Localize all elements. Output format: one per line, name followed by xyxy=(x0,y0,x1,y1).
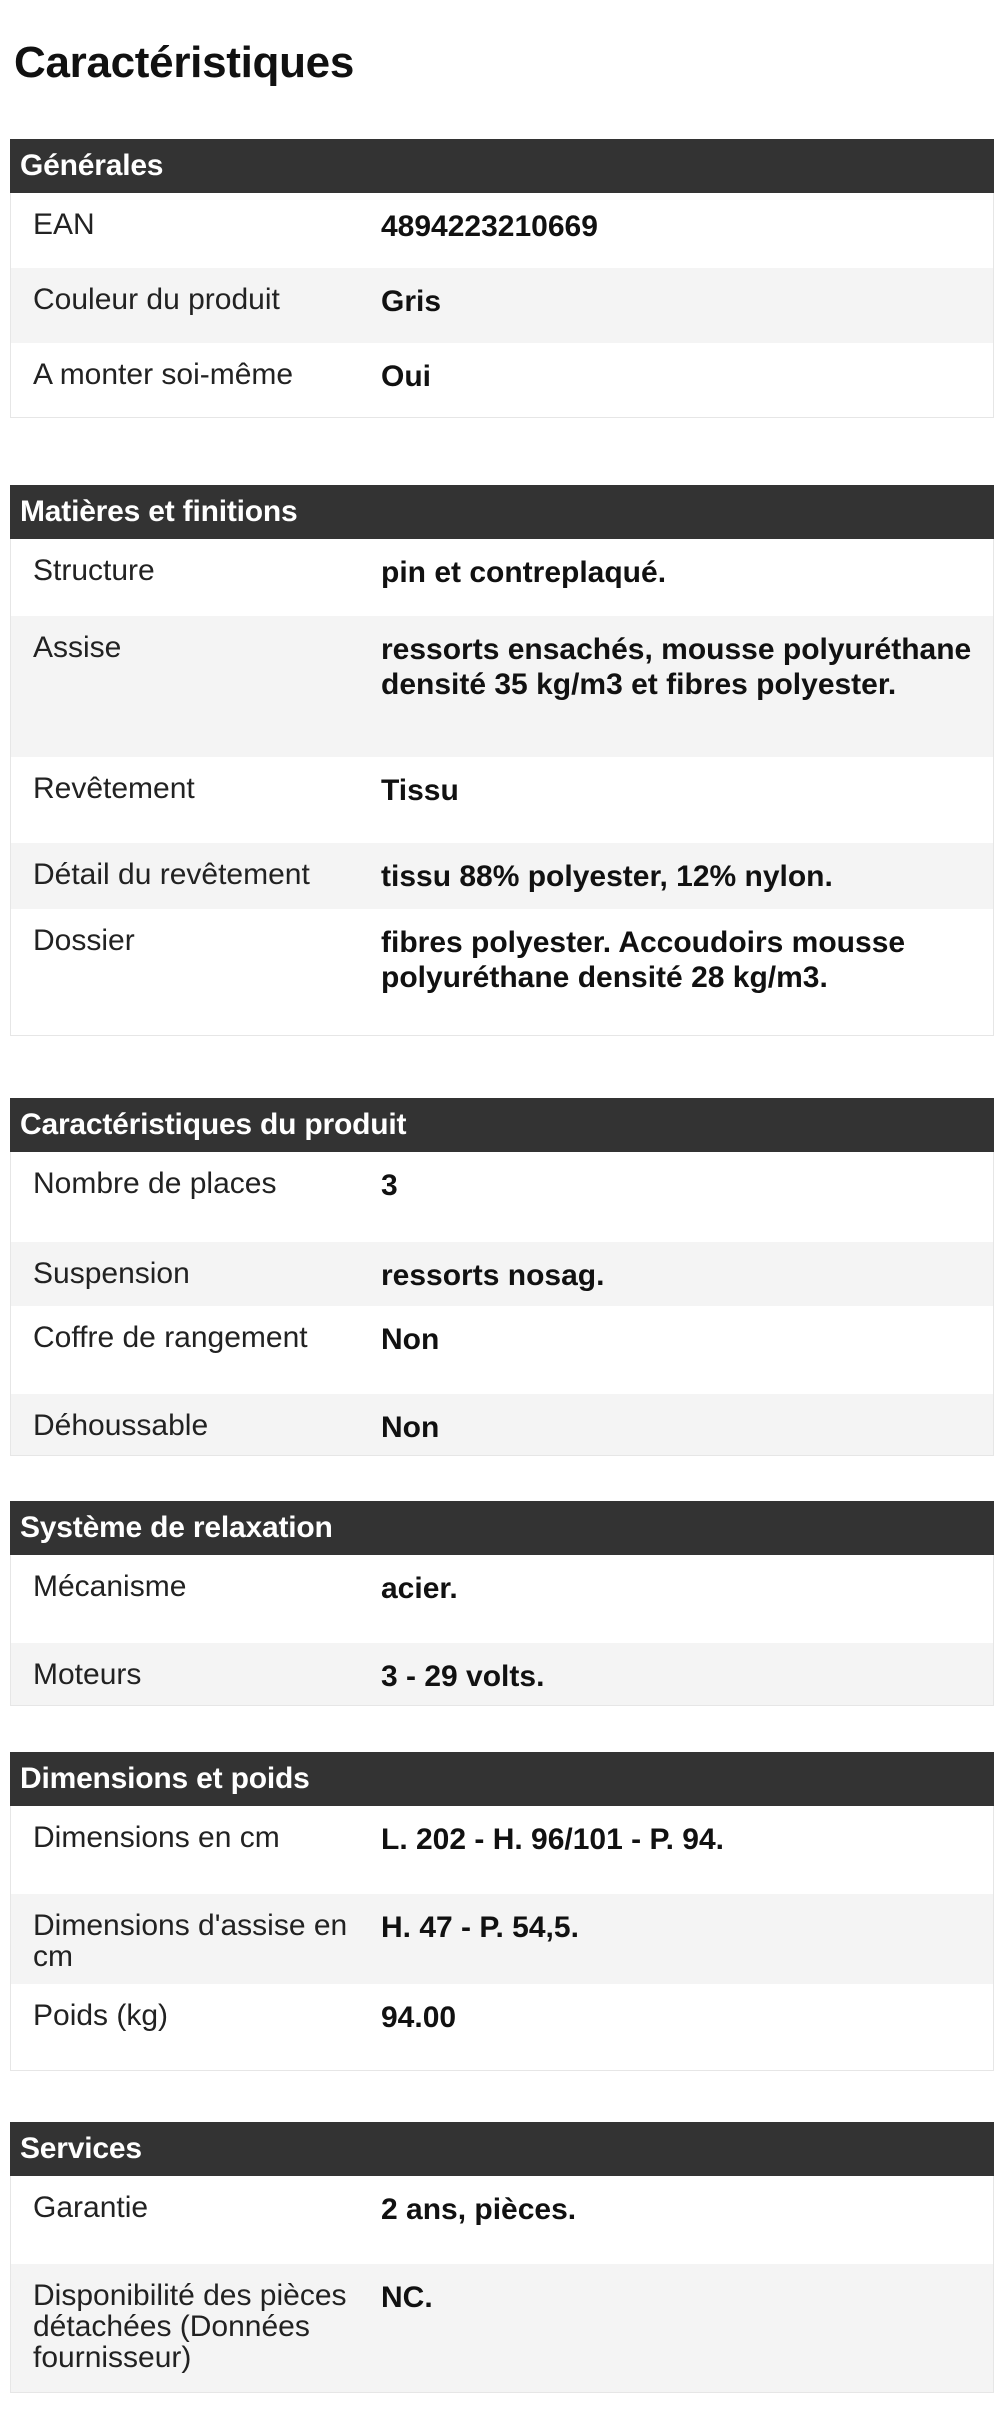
spec-row-ean xyxy=(11,193,993,268)
spec-value: ressorts ensachés, mousse polyuréthane densité 35 kg/m3 et fibres polyester. xyxy=(381,633,972,701)
spec-row-revetement xyxy=(11,757,993,843)
section-caracteristiques-produit xyxy=(10,1098,994,1456)
spec-value: NC. xyxy=(381,2281,433,2314)
spec-row-suspension xyxy=(11,1242,993,1306)
spec-label: A monter soi-même xyxy=(33,358,294,391)
spec-row-coffre-rangement xyxy=(11,1306,993,1394)
spec-label: Garantie xyxy=(33,2191,149,2224)
spec-value: Non xyxy=(381,1411,440,1444)
spec-label: Disponibilité des pièces détachées (Données fournisseur) xyxy=(33,2279,347,2374)
spec-label: Moteurs xyxy=(33,1658,142,1691)
section-header: Matières et finitions xyxy=(10,485,994,539)
spec-value: tissu 88% polyester, 12% nylon. xyxy=(381,860,833,893)
spec-label: Mécanisme xyxy=(33,1570,187,1603)
spec-value: 2 ans, pièces. xyxy=(381,2193,577,2226)
spec-value: pin et contreplaqué. xyxy=(381,556,667,589)
spec-value: H. 47 - P. 54,5. xyxy=(381,1911,579,1944)
spec-row-detail-revetement xyxy=(11,843,993,909)
section-header: Générales xyxy=(10,139,994,193)
spec-label: Assise xyxy=(33,631,122,664)
spec-label: Détail du revêtement xyxy=(33,858,310,891)
spec-value: 3 - 29 volts. xyxy=(381,1660,545,1693)
spec-label: Poids (kg) xyxy=(33,1999,169,2032)
page-title: Caractéristiques xyxy=(14,38,355,87)
section-services xyxy=(10,2122,994,2393)
spec-value: fibres polyester. Accoudoirs mousse polyuréthane densité 28 kg/m3. xyxy=(381,926,906,994)
spec-row-poids xyxy=(11,1984,993,2070)
spec-value: ressorts nosag. xyxy=(381,1259,605,1292)
section-dimensions-poids xyxy=(10,1752,994,2071)
section-header: Système de relaxation xyxy=(10,1501,994,1555)
section-systeme-relaxation xyxy=(10,1501,994,1706)
spec-value: acier. xyxy=(381,1572,458,1605)
spec-value: 3 xyxy=(381,1169,398,1202)
spec-row-structure xyxy=(11,539,993,616)
spec-row-disponibilite-pieces xyxy=(11,2264,993,2392)
section-matieres-finitions xyxy=(10,485,994,1036)
spec-value: 4894223210669 xyxy=(381,210,598,243)
spec-row-dimensions-assise xyxy=(11,1894,993,1984)
section-generales xyxy=(10,139,994,418)
spec-label: EAN xyxy=(33,208,95,241)
spec-value: Oui xyxy=(381,360,431,393)
section-header: Dimensions et poids xyxy=(10,1752,994,1806)
spec-label: Dimensions en cm xyxy=(33,1821,280,1854)
spec-row-couleur xyxy=(11,268,993,343)
spec-label: Nombre de places xyxy=(33,1167,277,1200)
spec-label: Déhoussable xyxy=(33,1409,209,1442)
spec-label: Coffre de rangement xyxy=(33,1321,308,1354)
section-header: Caractéristiques du produit xyxy=(10,1098,994,1152)
spec-row-dehoussable xyxy=(11,1394,993,1455)
spec-value: 94.00 xyxy=(381,2001,457,2034)
spec-label: Revêtement xyxy=(33,772,195,805)
spec-row-assise xyxy=(11,616,993,757)
section-header: Services xyxy=(10,2122,994,2176)
spec-label: Couleur du produit xyxy=(33,283,280,316)
spec-row-dimensions xyxy=(11,1806,993,1894)
spec-row-moteurs xyxy=(11,1643,993,1705)
spec-value: Non xyxy=(381,1323,440,1356)
spec-label: Suspension xyxy=(33,1257,190,1290)
spec-value: Tissu xyxy=(381,774,459,807)
spec-label: Dimensions d'assise en cm xyxy=(33,1909,348,1973)
spec-label: Structure xyxy=(33,554,155,587)
spec-row-garantie xyxy=(11,2176,993,2264)
spec-row-a-monter xyxy=(11,343,993,417)
spec-row-dossier xyxy=(11,909,993,1035)
spec-row-nombre-places xyxy=(11,1152,993,1242)
spec-label: Dossier xyxy=(33,924,135,957)
spec-value: Gris xyxy=(381,285,442,318)
spec-value: L. 202 - H. 96/101 - P. 94. xyxy=(381,1823,724,1856)
spec-row-mecanisme xyxy=(11,1555,993,1643)
